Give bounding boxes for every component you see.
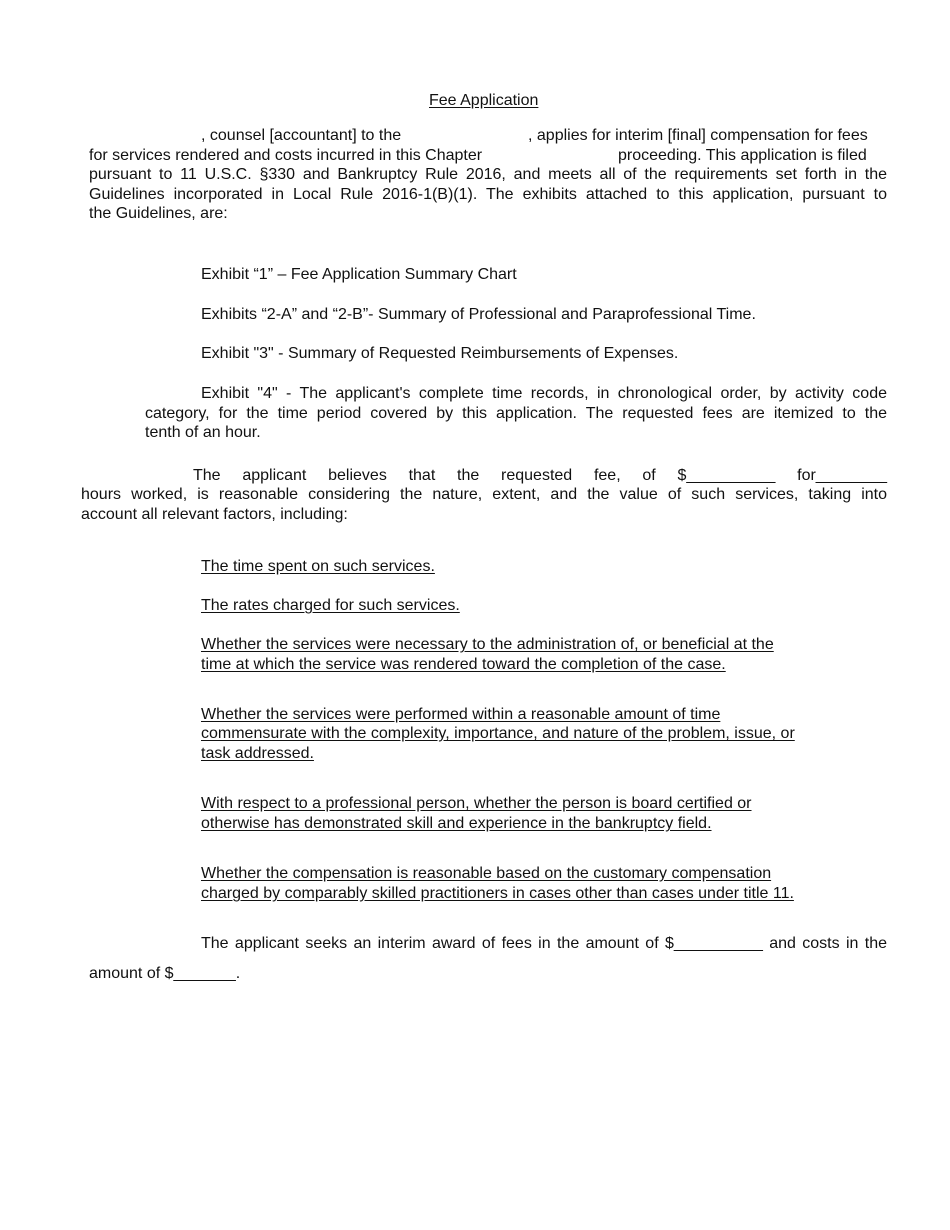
belief-line: The applicant believes that the requested fee, of $__________ for________ xyxy=(193,467,887,484)
belief-line: account all relevant factors, including: xyxy=(81,506,348,523)
factor-item: Whether the services were necessary to the administration of, or beneficial at the xyxy=(201,636,774,653)
document-title: Fee Application xyxy=(429,92,539,109)
intro-line: pursuant to 11 U.S.C. §330 and Bankruptcy Rule 2016, and meets all of the requirements set forth in the xyxy=(89,166,887,183)
exhibit-item: Exhibits “2-A” and “2-B”- Summary of Professional and Paraprofessional Time. xyxy=(201,306,756,323)
factor-item: otherwise has demonstrated skill and experience in the bankruptcy field. xyxy=(201,815,712,832)
intro-line: the Guidelines, are: xyxy=(89,205,228,222)
exhibit-item: Exhibit "4" - The applicant's complete time records, in chronological order, by activity code xyxy=(201,385,887,402)
intro-line: proceeding. This application is filed xyxy=(618,147,867,164)
intro-line: , counsel [accountant] to the xyxy=(201,127,402,144)
factor-item: charged by comparably skilled practitioners in cases other than cases under title 11. xyxy=(201,885,794,902)
award-line: amount of $_______. xyxy=(89,965,241,982)
factor-item: commensurate with the complexity, importance, and nature of the problem, issue, or xyxy=(201,725,795,742)
factor-item: time at which the service was rendered toward the completion of the case. xyxy=(201,656,726,673)
exhibit-item: Exhibit "3" - Summary of Requested Reimbursements of Expenses. xyxy=(201,345,679,362)
intro-line: , applies for interim [final] compensation for fees xyxy=(528,127,868,144)
factor-item: The time spent on such services. xyxy=(201,558,435,575)
factor-item: With respect to a professional person, whether the person is board certified or xyxy=(201,795,752,812)
factor-item: task addressed. xyxy=(201,745,314,762)
belief-line: hours worked, is reasonable considering the nature, extent, and the value of such services, taking into xyxy=(81,486,887,503)
exhibit-item: tenth of an hour. xyxy=(145,424,261,441)
factor-item: Whether the services were performed within a reasonable amount of time xyxy=(201,706,721,723)
exhibit-item: Exhibit “1” – Fee Application Summary Chart xyxy=(201,266,517,283)
factor-item: Whether the compensation is reasonable based on the customary compensation xyxy=(201,865,772,882)
exhibit-item: category, for the time period covered by this application. The requested fees are itemized to the xyxy=(145,405,887,422)
intro-line: Guidelines incorporated in Local Rule 2016-1(B)(1). The exhibits attached to this application, pursuant to xyxy=(89,186,887,203)
intro-line: for services rendered and costs incurred in this Chapter xyxy=(89,147,483,164)
factor-item: The rates charged for such services. xyxy=(201,597,460,614)
award-line: The applicant seeks an interim award of fees in the amount of $__________ and costs in the xyxy=(201,935,887,952)
